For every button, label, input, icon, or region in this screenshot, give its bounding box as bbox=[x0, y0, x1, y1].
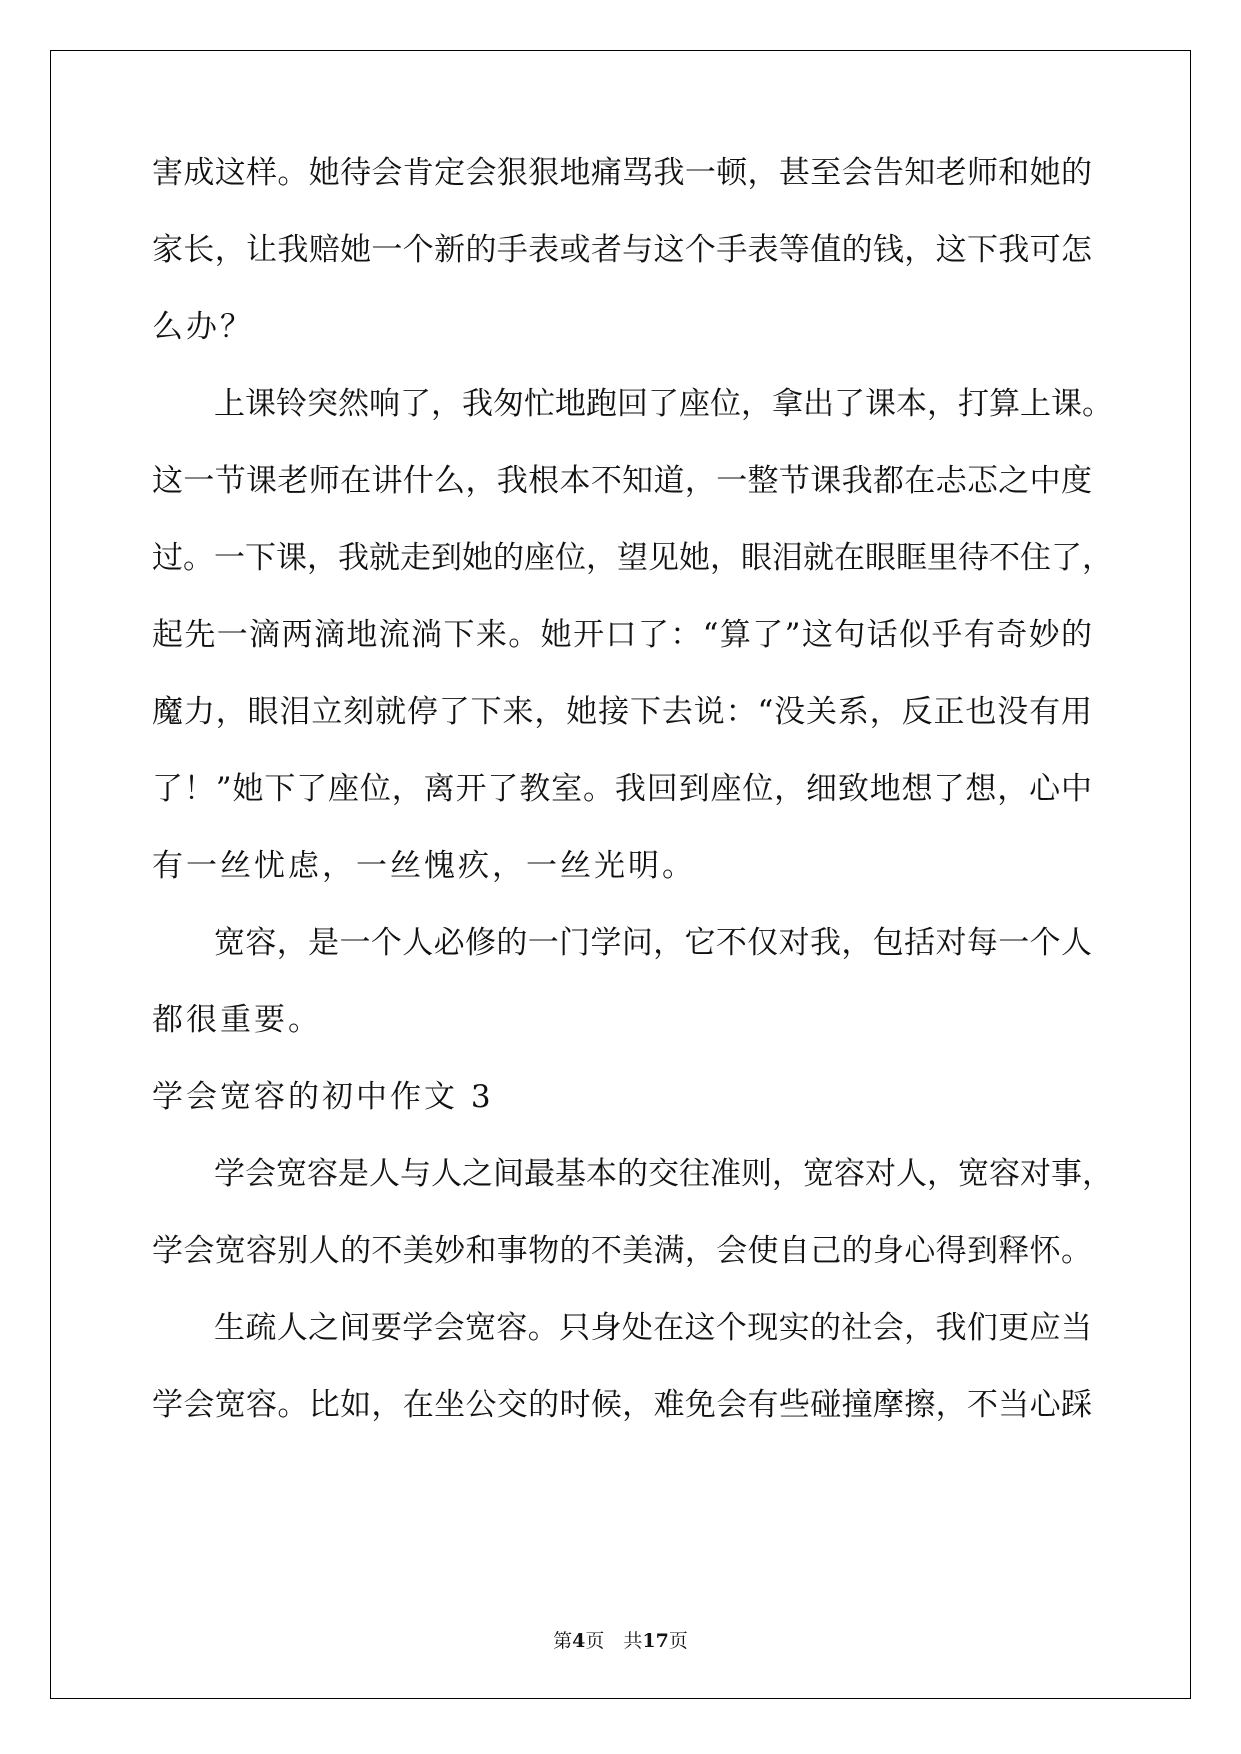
footer-suffix: 页 bbox=[668, 1630, 688, 1652]
paragraph-start: 宽容，是一个人必修的一门学问，它不仅对我，包括对每一个人 bbox=[214, 925, 1092, 961]
text-line: 起先一滴两滴地流淌下来。她开口了：“算了”这句话似乎有奇妙的 bbox=[152, 617, 1092, 653]
footer-prefix: 第 bbox=[553, 1630, 573, 1652]
footer-middle: 页 共 bbox=[585, 1630, 643, 1652]
current-page-number: 4 bbox=[572, 1630, 586, 1652]
section-heading: 学会宽容的初中作文 3 bbox=[152, 1079, 494, 1115]
text-line: 魔力，眼泪立刻就停了下来，她接下去说：“没关系，反正也没有用 bbox=[152, 694, 1092, 730]
text-line: 么办？ bbox=[152, 309, 254, 345]
text-line: 学会宽容。比如，在坐公交的时候，难免会有些碰撞摩擦，不当心踩 bbox=[152, 1387, 1092, 1423]
paragraph-start: 生疏人之间要学会宽容。只身处在这个现实的社会，我们更应当 bbox=[214, 1310, 1092, 1346]
paragraph-start: 上课铃突然响了，我匆忙地跑回了座位，拿出了课本，打算上课。 bbox=[214, 386, 1113, 422]
document-body bbox=[152, 155, 1113, 1467]
text-line: 家长，让我赔她一个新的手表或者与这个手表等值的钱，这下我可怎 bbox=[152, 232, 1092, 268]
paragraph-start: 学会宽容是人与人之间最基本的交往准则，宽容对人，宽容对事， bbox=[214, 1156, 1113, 1192]
text-line: 过。一下课，我就走到她的座位，望见她，眼泪就在眼眶里待不住了， bbox=[152, 540, 1113, 576]
text-line: 害成这样。她待会肯定会狠狠地痛骂我一顿，甚至会告知老师和她的 bbox=[152, 155, 1092, 191]
text-line: 有一丝忧虑，一丝愧疚，一丝光明。 bbox=[152, 848, 696, 884]
text-line: 这一节课老师在讲什么，我根本不知道，一整节课我都在忐忑之中度 bbox=[152, 463, 1092, 499]
total-page-count: 17 bbox=[642, 1630, 669, 1652]
page-footer bbox=[0, 1626, 1241, 1653]
text-line: 学会宽容别人的不美妙和事物的不美满，会使自己的身心得到释怀。 bbox=[152, 1233, 1092, 1269]
text-line: 了！”她下了座位，离开了教室。我回到座位，细致地想了想，心中 bbox=[152, 771, 1092, 807]
text-line: 都很重要。 bbox=[152, 1002, 322, 1038]
